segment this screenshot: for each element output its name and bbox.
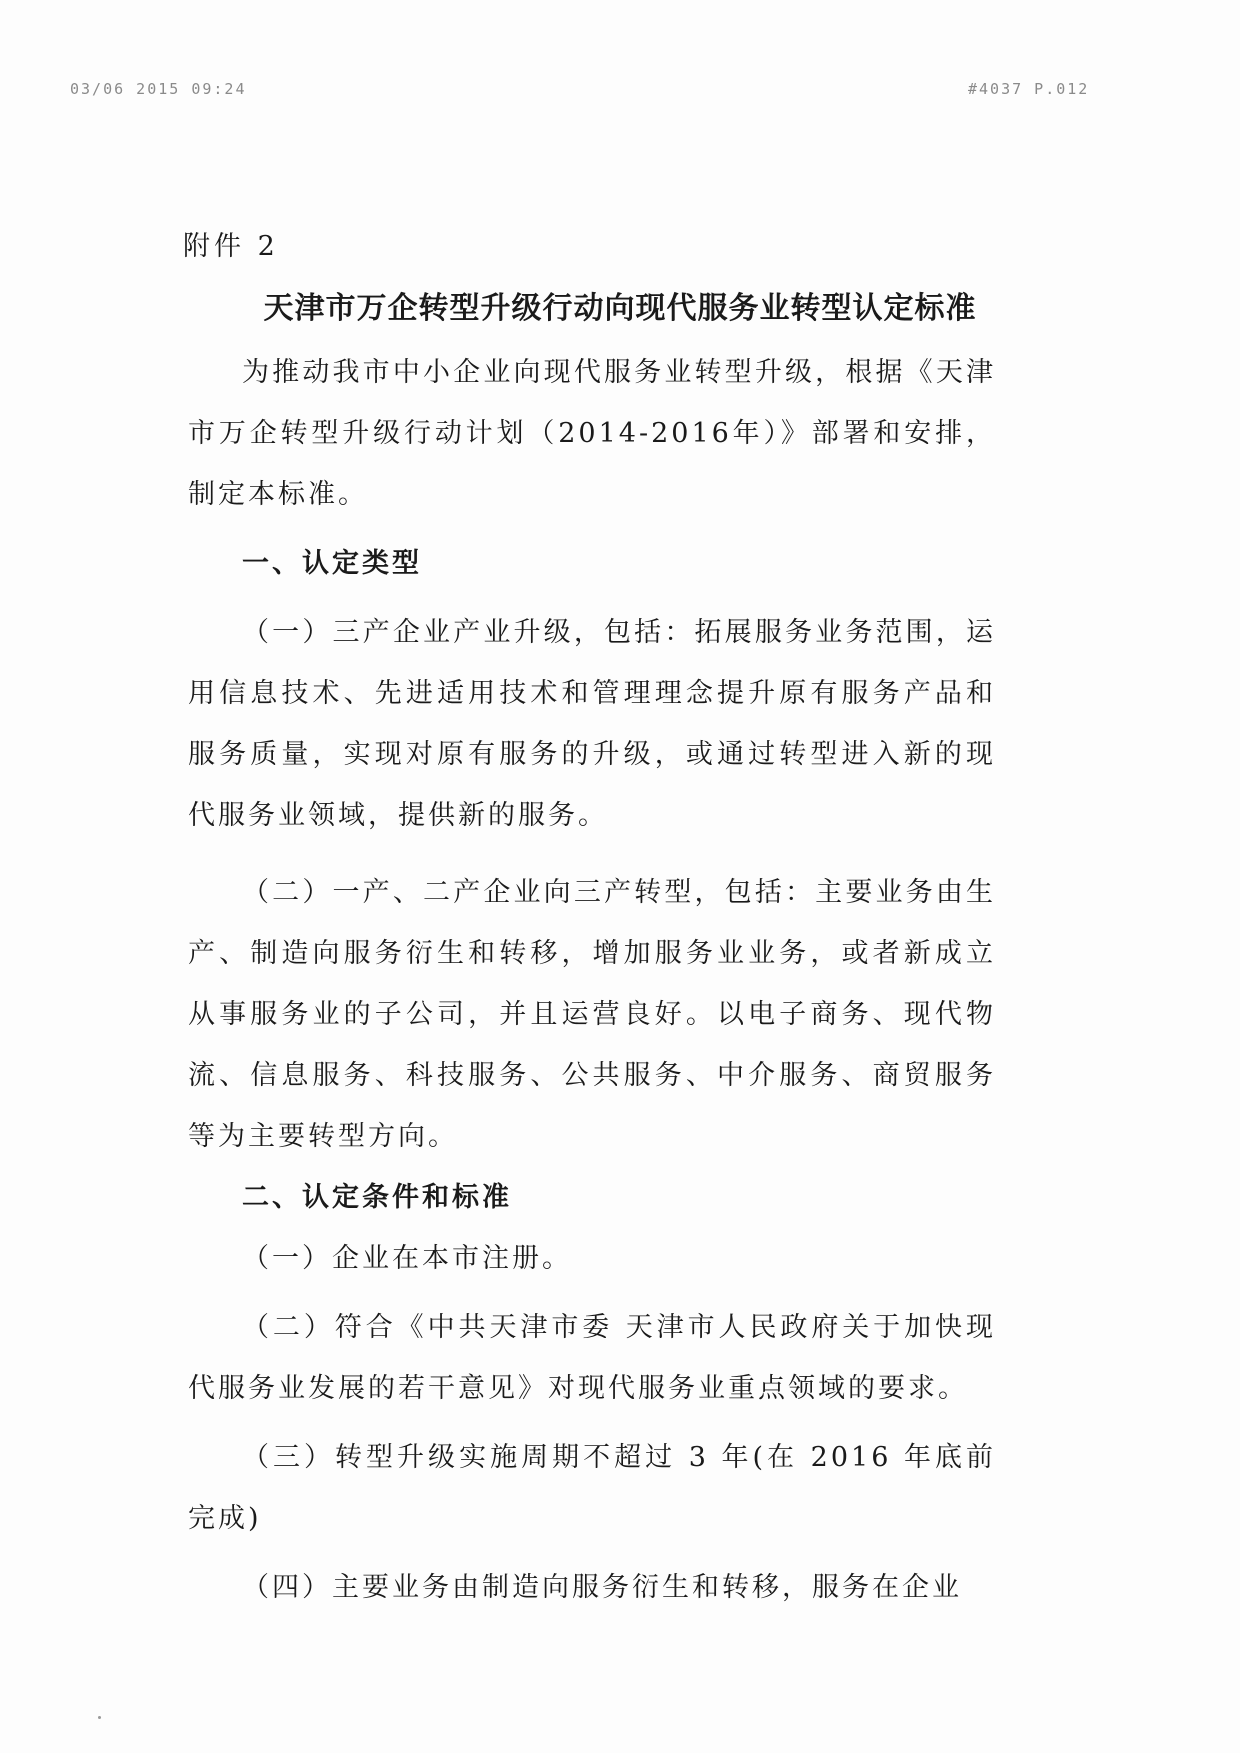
section1-item-1: （一）三产企业产业升级，包括：拓展服务业务范围，运用信息技术、先进适用技术和管理理念提升原有服务产品和服务质量，实现对原有服务的升级，或通过转型进入新的现代服务业领域，提供新的服务。 bbox=[188, 617, 996, 831]
document-title: 天津市万企转型升级行动向现代服务业转型认定标准 bbox=[263, 291, 977, 326]
document-body bbox=[188, 342, 996, 1618]
section2-item-3: （三）转型升级实施周期不超过 3 年(在 2016 年底前完成) bbox=[188, 1442, 996, 1534]
section-heading-2: 二、认定条件和标准 bbox=[242, 1182, 512, 1213]
section-heading-1: 一、认定类型 bbox=[242, 548, 422, 579]
fax-page-marker: #4037 P.012 bbox=[968, 80, 1090, 98]
scan-artifact bbox=[98, 1716, 101, 1719]
section1-item-2: （二）一产、二产企业向三产转型，包括：主要业务由生产、制造向服务衍生和转移，增加服务业业务，或者新成立从事服务业的子公司，并且运营良好。以电子商务、现代物流、信息服务、科技服务、公共服务、中介服务、商贸服务等为主要转型方向。 bbox=[188, 877, 996, 1152]
section2-item-4: （四）主要业务由制造向服务衍生和转移，服务在企业 bbox=[242, 1572, 962, 1603]
fax-timestamp: 03/06 2015 09:24 bbox=[70, 80, 247, 98]
intro-paragraph: 为推动我市中小企业向现代服务业转型升级，根据《天津市万企转型升级行动计划（2014-2016年）》部署和安排，制定本标准。 bbox=[188, 357, 996, 510]
attachment-label: 附件 2 bbox=[183, 231, 279, 262]
section2-item-1: （一）企业在本市注册。 bbox=[242, 1243, 572, 1274]
section2-item-2: （二）符合《中共天津市委 天津市人民政府关于加快现代服务业发展的若干意见》对现代服务业重点领域的要求。 bbox=[188, 1312, 996, 1404]
